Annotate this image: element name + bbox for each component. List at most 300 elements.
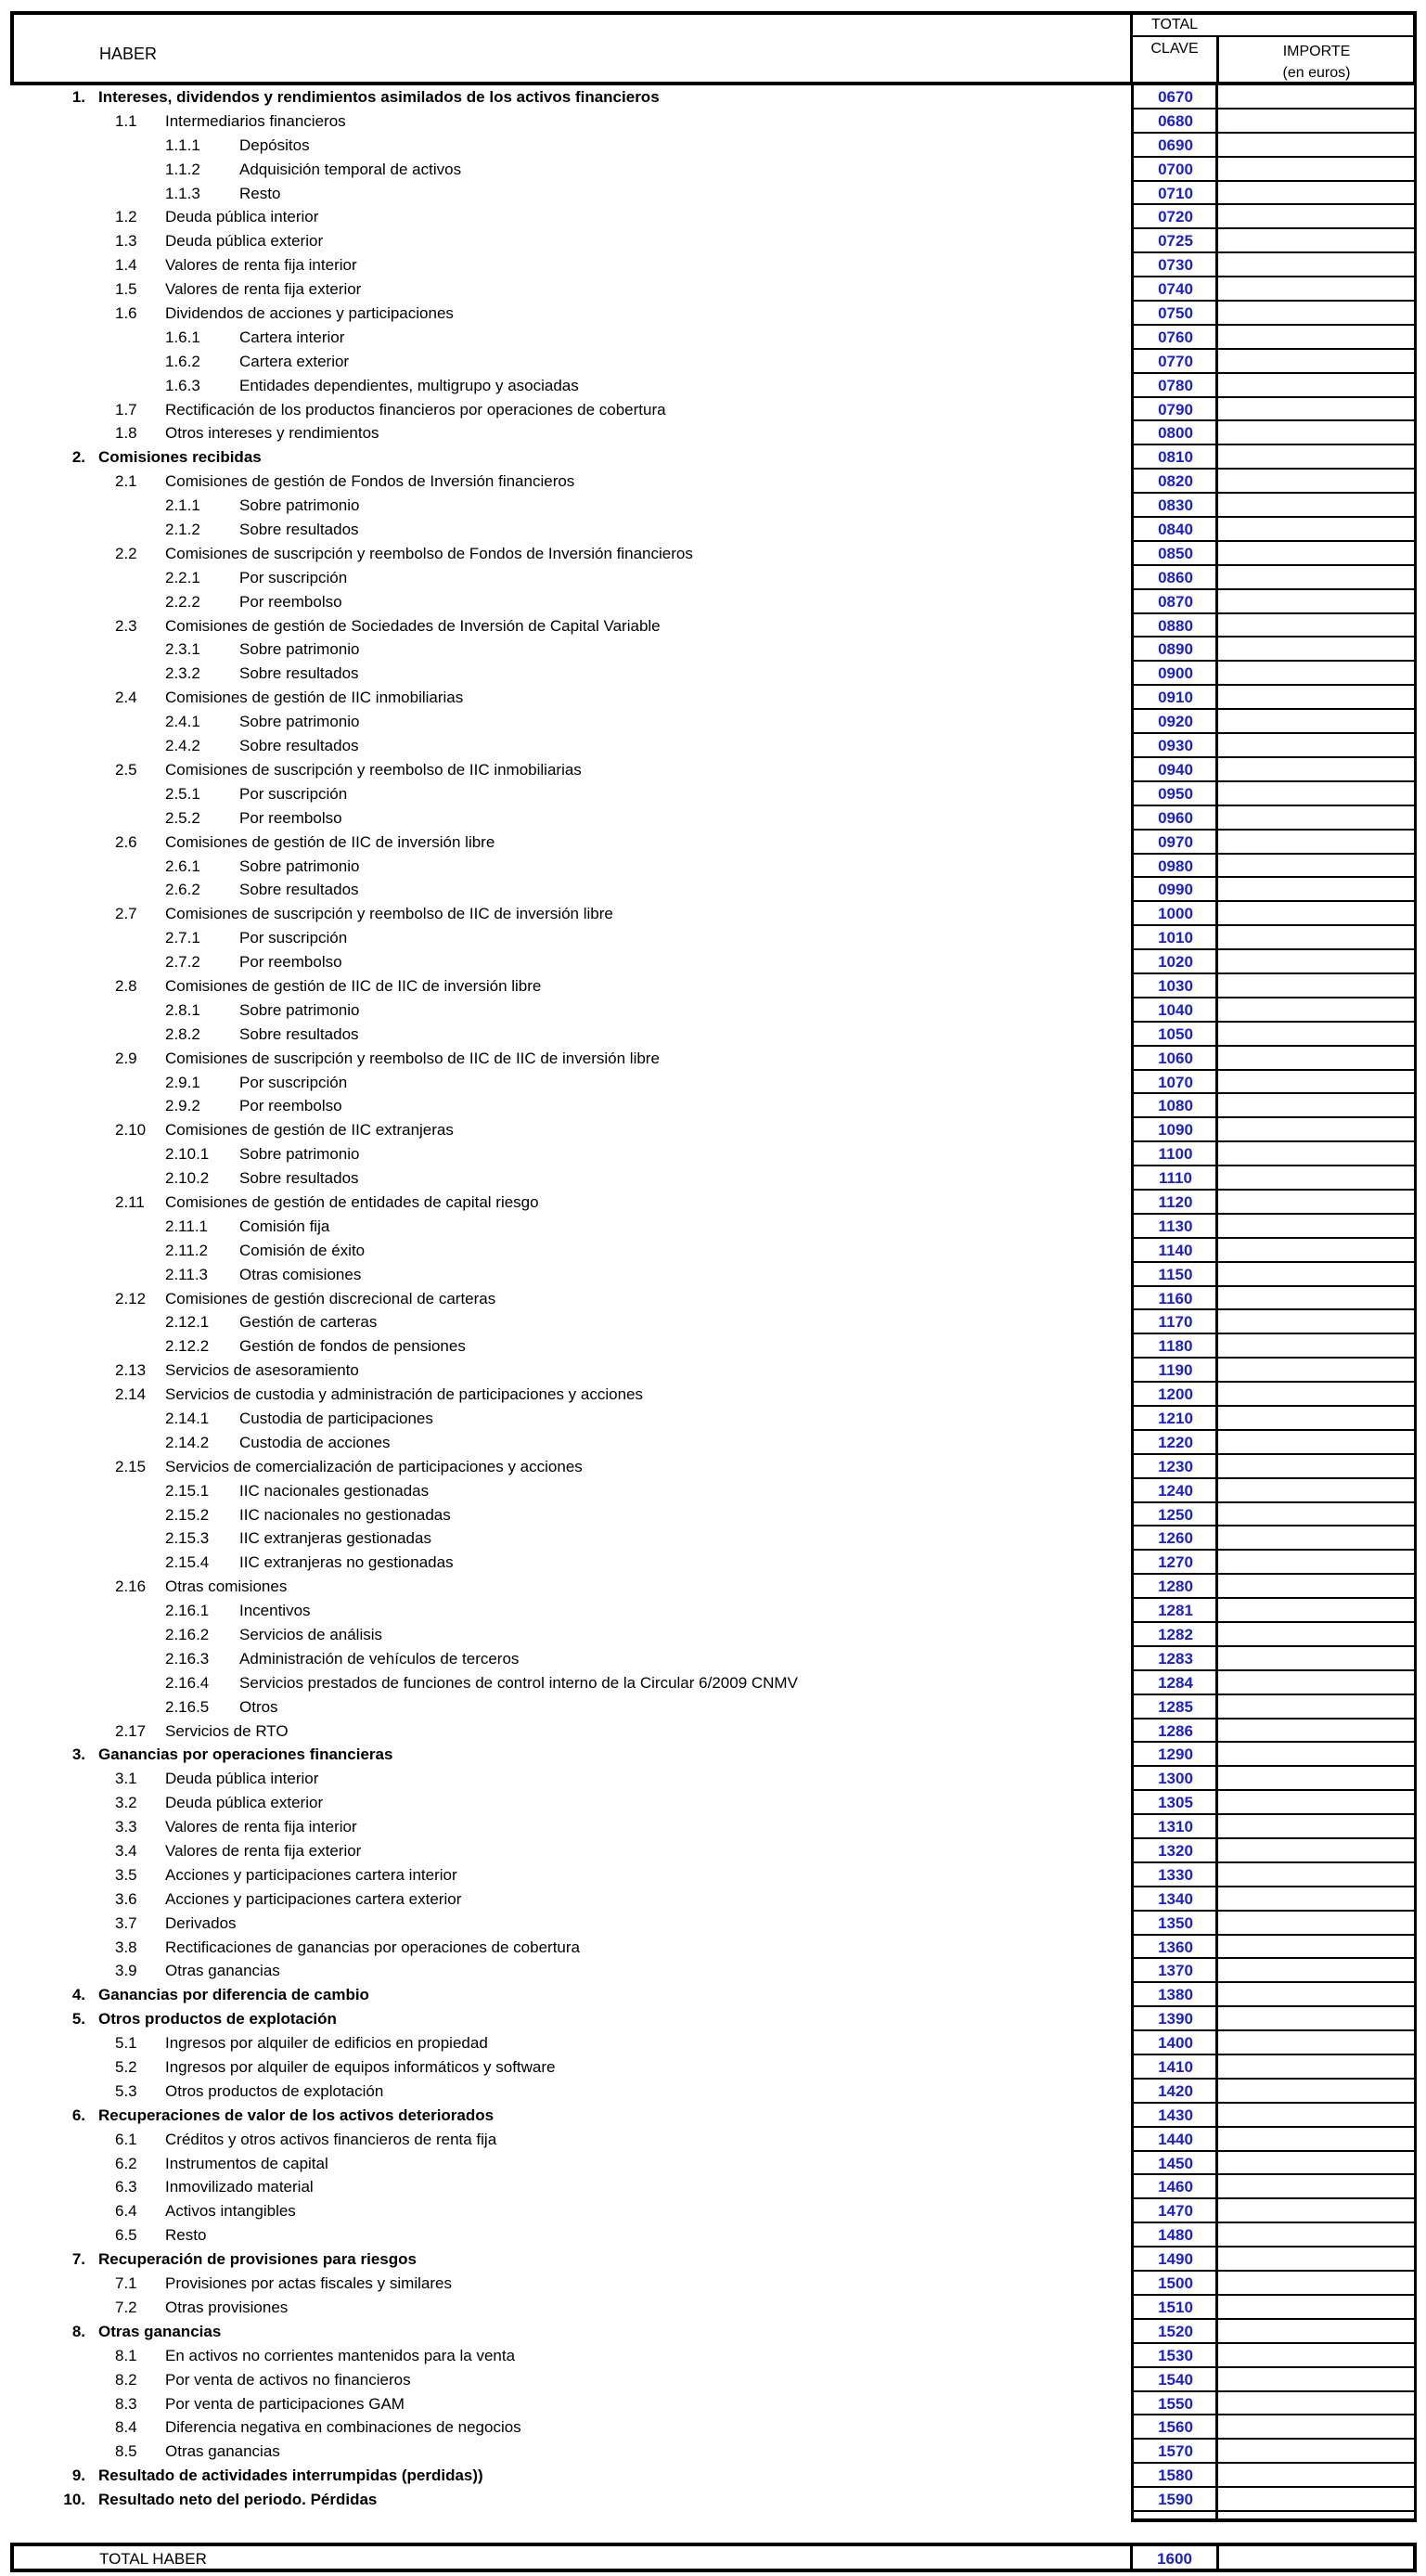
- row-number: 7.: [71, 2250, 85, 2269]
- table-row: [0, 518, 1426, 542]
- row-clave: 0910: [1158, 689, 1193, 707]
- row-number: 2.15.2: [165, 1505, 210, 1524]
- importe-field[interactable]: [1217, 2128, 1415, 2152]
- table-row: [0, 2272, 1426, 2296]
- row-label: En activos no corrientes mantenidos para la venta: [165, 2346, 516, 2364]
- table-row: [0, 1575, 1426, 1599]
- row-label: Por reembolso: [239, 953, 342, 972]
- row-clave: 0790: [1158, 400, 1193, 419]
- importe-field[interactable]: [1217, 2031, 1415, 2055]
- importe-field[interactable]: [1217, 926, 1415, 950]
- table-row: [0, 1023, 1426, 1047]
- row-label: Ganancias por diferencia de cambio: [98, 1986, 369, 2004]
- table-row: [0, 445, 1426, 470]
- table-row: [0, 421, 1426, 445]
- importe-field[interactable]: [1217, 470, 1415, 494]
- importe-field[interactable]: [1217, 2368, 1415, 2392]
- row-label: Servicios de RTO: [165, 1721, 289, 1740]
- importe-field[interactable]: [1217, 1166, 1415, 1191]
- row-label: Por venta de participaciones GAM: [165, 2394, 405, 2413]
- row-number: 2.16.4: [165, 1673, 210, 1692]
- importe-field[interactable]: [1217, 2272, 1415, 2296]
- importe-field[interactable]: [1217, 1526, 1415, 1551]
- table-row: [0, 85, 1426, 109]
- row-number: 6.3: [115, 2178, 137, 2196]
- row-clave: 1200: [1158, 1385, 1193, 1404]
- row-label: Custodia de acciones: [239, 1433, 391, 1451]
- row-label: Inmovilizado material: [165, 2178, 314, 2196]
- importe-field[interactable]: [1217, 2392, 1415, 2416]
- importe-field[interactable]: [1217, 85, 1415, 109]
- importe-field[interactable]: [1217, 1142, 1415, 1166]
- row-number: 2.1.1: [165, 496, 200, 515]
- row-clave: 1590: [1158, 2491, 1193, 2509]
- table-row: [0, 1863, 1426, 1887]
- table-row: [0, 1239, 1426, 1263]
- row-label: Comisiones de gestión de IIC de IIC de inversión libre: [165, 976, 542, 995]
- importe-field[interactable]: [1217, 1287, 1415, 1311]
- importe-field[interactable]: [1217, 1767, 1415, 1791]
- clave-cell-border: [1134, 2510, 1217, 2512]
- row-label: Sobre patrimonio: [239, 857, 360, 875]
- importe-field[interactable]: [1217, 734, 1415, 758]
- row-number: 3.6: [115, 1889, 137, 1908]
- row-clave: 1360: [1158, 1938, 1193, 1956]
- row-label: Resto: [165, 2226, 207, 2245]
- row-clave: 0960: [1158, 808, 1193, 827]
- row-label: Comisión de éxito: [239, 1241, 366, 1259]
- row-label: Custodia de participaciones: [239, 1409, 433, 1427]
- table-row: [0, 2440, 1426, 2464]
- importe-field[interactable]: [1217, 2248, 1415, 2272]
- row-clave: 0710: [1158, 184, 1193, 202]
- table-row: [0, 566, 1426, 590]
- row-number: 2.3: [115, 616, 137, 635]
- row-label: Por suscripción: [239, 568, 348, 586]
- table-row: [0, 1071, 1426, 1095]
- importe-field[interactable]: [1217, 398, 1415, 422]
- row-label: Comisiones recibidas: [98, 448, 262, 467]
- table-row: [0, 1936, 1426, 1960]
- row-label: Valores de renta fija interior: [165, 1818, 357, 1836]
- table-row: [0, 2007, 1426, 2031]
- table-row: [0, 1166, 1426, 1191]
- header-title: HABER: [99, 45, 158, 63]
- table-row: [0, 1431, 1426, 1455]
- importe-field[interactable]: [1217, 542, 1415, 566]
- row-clave: 1180: [1158, 1337, 1193, 1356]
- importe-field[interactable]: [1217, 1959, 1415, 1983]
- row-clave: 1440: [1158, 2130, 1193, 2148]
- row-clave: 0830: [1158, 496, 1193, 515]
- row-label: Servicios de comercialización de participaciones y acciones: [165, 1457, 583, 1475]
- importe-field[interactable]: [1217, 758, 1415, 782]
- importe-field[interactable]: [1217, 1815, 1415, 1839]
- importe-field[interactable]: [1217, 2440, 1415, 2464]
- importe-field[interactable]: [1217, 2488, 1415, 2512]
- row-clave: 1210: [1158, 1409, 1193, 1427]
- importe-field[interactable]: [1217, 2223, 1415, 2248]
- table-row: [0, 1647, 1426, 1671]
- importe-field[interactable]: [1217, 831, 1415, 855]
- row-number: 2.16.5: [165, 1697, 210, 1716]
- importe-field[interactable]: [1217, 2344, 1415, 2368]
- row-label: Comisiones de suscripción y reembolso de IIC inmobiliarias: [165, 760, 582, 779]
- row-label: Deuda pública interior: [165, 1770, 319, 1788]
- row-label: Comisiones de gestión de Sociedades de Inversión de Capital Variable: [165, 616, 661, 635]
- importe-field[interactable]: [1217, 1936, 1415, 1960]
- row-label: Recuperación de provisiones para riesgos: [98, 2250, 417, 2269]
- column-bottom-border: [1131, 2518, 1417, 2522]
- row-clave: 1170: [1158, 1313, 1193, 1332]
- importe-field[interactable]: [1217, 1839, 1415, 1863]
- importe-field[interactable]: [1217, 662, 1415, 686]
- importe-unit: (en euros): [1282, 65, 1351, 81]
- row-number: 2.10: [115, 1121, 147, 1140]
- row-clave: 1560: [1158, 2418, 1193, 2437]
- importe-field[interactable]: [1217, 1334, 1415, 1359]
- row-number: 1.: [71, 88, 85, 106]
- importe-field[interactable]: [1217, 1118, 1415, 1142]
- table-row: [0, 1191, 1426, 1215]
- account-rows: [0, 85, 1426, 2512]
- importe-field[interactable]: [1217, 1191, 1415, 1215]
- importe-field[interactable]: [1217, 2055, 1415, 2080]
- row-number: 6.: [71, 2106, 85, 2124]
- row-clave: 0850: [1158, 544, 1193, 562]
- row-number: 1.6.1: [165, 328, 200, 346]
- row-label: Sobre patrimonio: [239, 1000, 360, 1019]
- row-number: 3.7: [115, 1913, 137, 1932]
- row-number: 3.8: [115, 1938, 137, 1956]
- row-clave: 1282: [1158, 1626, 1193, 1643]
- row-clave: 1410: [1158, 2058, 1193, 2077]
- importe-field[interactable]: [1217, 1695, 1415, 1719]
- row-number: 1.1.3: [165, 184, 200, 202]
- row-label: Deuda pública exterior: [165, 1794, 324, 1812]
- row-clave: 1080: [1158, 1097, 1193, 1115]
- row-number: 2.6.1: [165, 857, 200, 875]
- row-label: Deuda pública interior: [165, 208, 319, 226]
- importe-field[interactable]: [1217, 614, 1415, 638]
- table-row: [0, 1479, 1426, 1503]
- importe-field[interactable]: [1217, 229, 1415, 253]
- row-clave: 1490: [1158, 2250, 1193, 2269]
- importe-field[interactable]: [1217, 1239, 1415, 1263]
- importe-field[interactable]: [1217, 158, 1415, 182]
- row-clave: 1000: [1158, 905, 1193, 923]
- row-number: 2.10.1: [165, 1145, 210, 1164]
- importe-field[interactable]: [1217, 1575, 1415, 1599]
- table-row: [0, 134, 1426, 158]
- importe-field[interactable]: [1217, 253, 1415, 277]
- table-row: [0, 2320, 1426, 2344]
- row-clave: 0900: [1158, 664, 1193, 683]
- table-row: [0, 1047, 1426, 1071]
- importe-field[interactable]: [1217, 1094, 1415, 1118]
- table-row: [0, 806, 1426, 831]
- row-label: Intermediarios financieros: [165, 111, 346, 130]
- row-clave: 1284: [1158, 1673, 1193, 1692]
- importe-field[interactable]: [1217, 205, 1415, 229]
- table-row: [0, 831, 1426, 855]
- row-clave: 1060: [1158, 1049, 1193, 1067]
- row-label: Intereses, dividendos y rendimientos asimilados de los activos financieros: [98, 88, 660, 106]
- importe-field[interactable]: [1217, 421, 1415, 445]
- importe-field[interactable]: [1217, 1503, 1415, 1527]
- importe-field[interactable]: [1217, 1431, 1415, 1455]
- row-number: 8.3: [115, 2394, 137, 2413]
- row-label: Administración de vehículos de terceros: [239, 1649, 520, 1668]
- table-row: [0, 758, 1426, 782]
- importe-field[interactable]: [1217, 638, 1415, 662]
- table-row: [0, 2223, 1426, 2248]
- row-clave: 1300: [1158, 1770, 1193, 1788]
- importe-field[interactable]: [1217, 2464, 1415, 2488]
- importe-field[interactable]: [1217, 1743, 1415, 1767]
- row-label: Cartera interior: [239, 328, 345, 346]
- importe-field[interactable]: [1217, 1310, 1415, 1334]
- row-number: 2.8.1: [165, 1000, 200, 1019]
- importe-field[interactable]: [1217, 518, 1415, 542]
- table-row: [0, 253, 1426, 277]
- importe-field[interactable]: [1217, 109, 1415, 134]
- row-number: 8.: [71, 2322, 85, 2340]
- importe-field[interactable]: [1217, 974, 1415, 998]
- row-number: 1.1: [115, 111, 137, 130]
- row-number: 1.6: [115, 304, 137, 323]
- importe-field[interactable]: [1217, 1599, 1415, 1623]
- row-number: 1.6.2: [165, 352, 200, 370]
- row-number: 3.: [71, 1745, 85, 1764]
- row-label: Incentivos: [239, 1602, 311, 1620]
- importe-field[interactable]: [1217, 2199, 1415, 2223]
- importe-field[interactable]: [1217, 806, 1415, 831]
- row-clave: 1430: [1158, 2106, 1193, 2124]
- importe-field[interactable]: [1217, 2415, 1415, 2440]
- row-label: Resultado neto del periodo. Pérdidas: [98, 2491, 378, 2509]
- table-row: [0, 974, 1426, 998]
- importe-field[interactable]: [1217, 2296, 1415, 2320]
- row-clave: 1286: [1158, 1721, 1193, 1740]
- importe-field[interactable]: [1217, 710, 1415, 734]
- table-row: [0, 1887, 1426, 1912]
- importe-field[interactable]: [1217, 1455, 1415, 1479]
- importe-field[interactable]: [1217, 878, 1415, 902]
- importe-field[interactable]: [1217, 1551, 1415, 1575]
- importe-field[interactable]: [1217, 374, 1415, 398]
- row-number: 2.15.1: [165, 1481, 210, 1500]
- importe-field[interactable]: [1217, 1887, 1415, 1912]
- table-row: [0, 878, 1426, 902]
- row-label: Acciones y participaciones cartera interior: [165, 1865, 457, 1884]
- header-total-label: TOTAL: [1150, 17, 1199, 32]
- row-number: 1.4: [115, 256, 137, 275]
- table-row: [0, 1983, 1426, 2007]
- importe-field[interactable]: [1217, 2104, 1415, 2128]
- importe-field[interactable]: [1217, 1647, 1415, 1671]
- row-label: Resto: [239, 184, 281, 202]
- row-number: 1.1.2: [165, 160, 200, 178]
- importe-field[interactable]: [1217, 2152, 1415, 2176]
- row-number: 2.2.2: [165, 592, 200, 611]
- importe-field[interactable]: [1217, 1047, 1415, 1071]
- row-clave: 1310: [1158, 1818, 1193, 1836]
- importe-field[interactable]: [1217, 855, 1415, 879]
- row-number: 3.1: [115, 1770, 137, 1788]
- importe-field[interactable]: [1217, 590, 1415, 614]
- importe-field[interactable]: [1217, 302, 1415, 326]
- table-row: [0, 205, 1426, 229]
- row-label: Comisiones de gestión de Fondos de Inversión financieros: [165, 472, 575, 491]
- importe-field[interactable]: [1217, 902, 1415, 926]
- row-label: Provisiones por actas fiscales y similares: [165, 2274, 452, 2293]
- importe-field[interactable]: [1217, 1719, 1415, 1744]
- row-clave: 0930: [1158, 737, 1193, 755]
- row-number: 7.1: [115, 2274, 137, 2293]
- row-label: Sobre patrimonio: [239, 1145, 360, 1164]
- importe-field[interactable]: [1217, 1023, 1415, 1047]
- table-row: [0, 1215, 1426, 1239]
- row-number: 2.5.2: [165, 808, 200, 827]
- importe-field[interactable]: [1217, 1863, 1415, 1887]
- row-number: 2.2.1: [165, 568, 200, 586]
- row-number: 2.5.1: [165, 784, 200, 803]
- row-label: Servicios de asesoramiento: [165, 1361, 359, 1380]
- table-row: [0, 302, 1426, 326]
- row-label: Servicios de análisis: [239, 1626, 383, 1643]
- importe-field[interactable]: [1217, 1263, 1415, 1287]
- row-clave: 0720: [1158, 208, 1193, 226]
- row-label: Sobre resultados: [239, 1024, 359, 1043]
- row-label: Otras ganancias: [98, 2322, 222, 2340]
- row-number: 2.16.3: [165, 1649, 210, 1668]
- row-label: Derivados: [165, 1913, 237, 1932]
- table-row: [0, 2128, 1426, 2152]
- row-label: Comisiones de gestión discrecional de carteras: [165, 1289, 496, 1307]
- importe-field[interactable]: [1217, 2007, 1415, 2031]
- row-label: Créditos y otros activos financieros de renta fija: [165, 2130, 497, 2148]
- row-label: Por suscripción: [239, 929, 348, 947]
- row-clave: 0800: [1158, 424, 1193, 443]
- row-clave: 1390: [1158, 2010, 1193, 2029]
- row-label: Sobre resultados: [239, 737, 359, 755]
- row-clave: 0820: [1158, 472, 1193, 491]
- total-importe-field[interactable]: [1219, 2546, 1413, 2569]
- importe-field[interactable]: [1217, 1215, 1415, 1239]
- row-label: Sobre resultados: [239, 521, 359, 539]
- table-row: [0, 494, 1426, 518]
- table-row: [0, 710, 1426, 734]
- row-number: 5.: [71, 2010, 85, 2029]
- row-label: Ganancias por operaciones financieras: [98, 1745, 393, 1764]
- table-row: [0, 902, 1426, 926]
- importe-field[interactable]: [1217, 1383, 1415, 1407]
- row-clave: 0810: [1158, 448, 1193, 467]
- importe-field[interactable]: [1217, 686, 1415, 710]
- row-clave: 0750: [1158, 304, 1193, 323]
- row-clave: 0690: [1158, 135, 1193, 154]
- row-label: Comisiones de gestión de entidades de capital riesgo: [165, 1192, 539, 1211]
- importe-field[interactable]: [1217, 1623, 1415, 1647]
- table-row: [0, 1407, 1426, 1431]
- row-clave: 0860: [1158, 568, 1193, 586]
- table-header: [10, 11, 1417, 85]
- row-number: 5.2: [115, 2058, 137, 2077]
- table-row: [0, 2392, 1426, 2416]
- table-row: [0, 2175, 1426, 2199]
- importe-field[interactable]: [1217, 782, 1415, 806]
- importe-field[interactable]: [1217, 1671, 1415, 1695]
- row-number: 6.4: [115, 2202, 137, 2221]
- importe-field[interactable]: [1217, 494, 1415, 518]
- row-number: 5.3: [115, 2081, 137, 2100]
- row-clave: 1150: [1158, 1265, 1193, 1283]
- row-number: 2.8.2: [165, 1024, 200, 1043]
- row-clave: 1090: [1158, 1121, 1193, 1140]
- importe-field[interactable]: [1217, 1479, 1415, 1503]
- table-row: [0, 2104, 1426, 2128]
- row-number: 1.3: [115, 232, 137, 251]
- row-clave: 1320: [1158, 1842, 1193, 1861]
- table-row: [0, 782, 1426, 806]
- table-row: [0, 1094, 1426, 1118]
- table-row: [0, 2152, 1426, 2176]
- importe-field[interactable]: [1217, 2320, 1415, 2344]
- importe-field[interactable]: [1217, 2080, 1415, 2104]
- importe-field[interactable]: [1217, 2175, 1415, 2199]
- row-clave: 0870: [1158, 592, 1193, 611]
- table-row: [0, 2488, 1426, 2512]
- importe-field[interactable]: [1217, 1407, 1415, 1431]
- importe-field[interactable]: [1217, 1912, 1415, 1936]
- row-clave: 0940: [1158, 760, 1193, 779]
- table-row: [0, 1959, 1426, 1983]
- row-clave: 1281: [1158, 1602, 1193, 1620]
- row-number: 2.11: [115, 1192, 145, 1211]
- row-clave: 1500: [1158, 2274, 1193, 2293]
- importe-field[interactable]: [1217, 1071, 1415, 1095]
- importe-field[interactable]: [1217, 445, 1415, 470]
- row-clave: 1480: [1158, 2226, 1193, 2245]
- importe-field[interactable]: [1217, 1359, 1415, 1383]
- row-clave: 0980: [1158, 857, 1193, 875]
- header-divider: [1130, 35, 1413, 37]
- row-label: Comisiones de suscripción y reembolso de IIC de IIC de inversión libre: [165, 1049, 660, 1067]
- importe-field[interactable]: [1217, 134, 1415, 158]
- importe-field[interactable]: [1217, 950, 1415, 974]
- row-label: Por reembolso: [239, 592, 342, 611]
- importe-field[interactable]: [1217, 998, 1415, 1023]
- row-label: Servicios prestados de funciones de control interno de la Circular 6/2009 CNMV: [239, 1673, 798, 1692]
- importe-field[interactable]: [1217, 182, 1415, 206]
- row-label: Gestión de fondos de pensiones: [239, 1337, 466, 1356]
- row-number: 5.1: [115, 2034, 137, 2053]
- row-number: 2.15.4: [165, 1553, 210, 1572]
- importe-field[interactable]: [1217, 326, 1415, 350]
- row-clave: 1070: [1158, 1073, 1193, 1091]
- row-clave: 0740: [1158, 280, 1193, 299]
- importe-field[interactable]: [1217, 1983, 1415, 2007]
- row-number: 2.8: [115, 976, 137, 995]
- row-number: 1.6.3: [165, 376, 200, 394]
- importe-field[interactable]: [1217, 566, 1415, 590]
- row-clave: 1020: [1158, 953, 1193, 972]
- importe-field[interactable]: [1217, 1791, 1415, 1815]
- importe-field[interactable]: [1217, 277, 1415, 302]
- row-clave: 1420: [1158, 2081, 1193, 2100]
- importe-field[interactable]: [1217, 350, 1415, 374]
